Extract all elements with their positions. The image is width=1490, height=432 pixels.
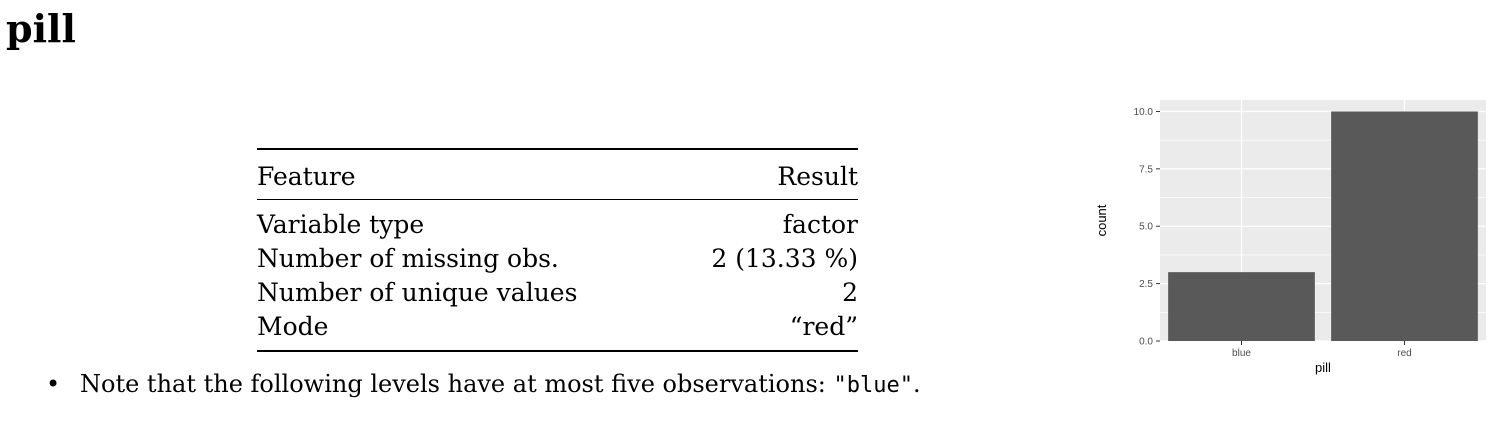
header-feature: Feature bbox=[257, 162, 356, 191]
y-tick-label: 7.5 bbox=[1139, 164, 1153, 176]
row-result: 2 bbox=[842, 278, 858, 307]
x-tick-label: red bbox=[1397, 348, 1412, 359]
chart-x-ticks bbox=[1232, 341, 1412, 359]
row-feature: Number of unique values bbox=[257, 278, 578, 307]
row-result: factor bbox=[782, 210, 858, 239]
y-tick-label: 5.0 bbox=[1139, 221, 1153, 233]
x-axis-label: pill bbox=[1315, 360, 1331, 375]
y-tick-label: 0.0 bbox=[1139, 336, 1153, 348]
row-feature: Mode bbox=[257, 312, 329, 341]
note-item bbox=[46, 370, 921, 398]
note-end: . bbox=[912, 370, 921, 398]
header-result: Result bbox=[777, 162, 858, 191]
chart-y-ticks bbox=[1134, 107, 1160, 348]
row-result: “red” bbox=[789, 312, 858, 341]
notes-list bbox=[46, 370, 921, 398]
x-tick-label: blue bbox=[1232, 348, 1251, 359]
table-row bbox=[257, 276, 858, 310]
bullet-icon: • bbox=[46, 370, 61, 398]
bar-chart bbox=[1078, 100, 1488, 390]
note-code: "blue" bbox=[833, 373, 913, 398]
bar-blue bbox=[1168, 272, 1315, 341]
row-feature: Variable type bbox=[257, 210, 425, 239]
table-row bbox=[257, 242, 858, 276]
row-result: 2 (13.33 %) bbox=[711, 244, 858, 273]
summary-table bbox=[257, 148, 858, 352]
table-row bbox=[257, 200, 858, 243]
y-axis-label: count bbox=[1094, 204, 1109, 237]
note-text: Note that the following levels have at most five observations: bbox=[80, 370, 834, 398]
y-tick-label: 10.0 bbox=[1133, 106, 1153, 118]
table-row bbox=[257, 310, 858, 351]
page-title: pill bbox=[6, 6, 76, 51]
row-feature: Number of missing obs. bbox=[257, 244, 559, 273]
table-header-row bbox=[257, 149, 858, 200]
y-tick-label: 2.5 bbox=[1139, 279, 1153, 291]
bar-red bbox=[1331, 111, 1478, 341]
